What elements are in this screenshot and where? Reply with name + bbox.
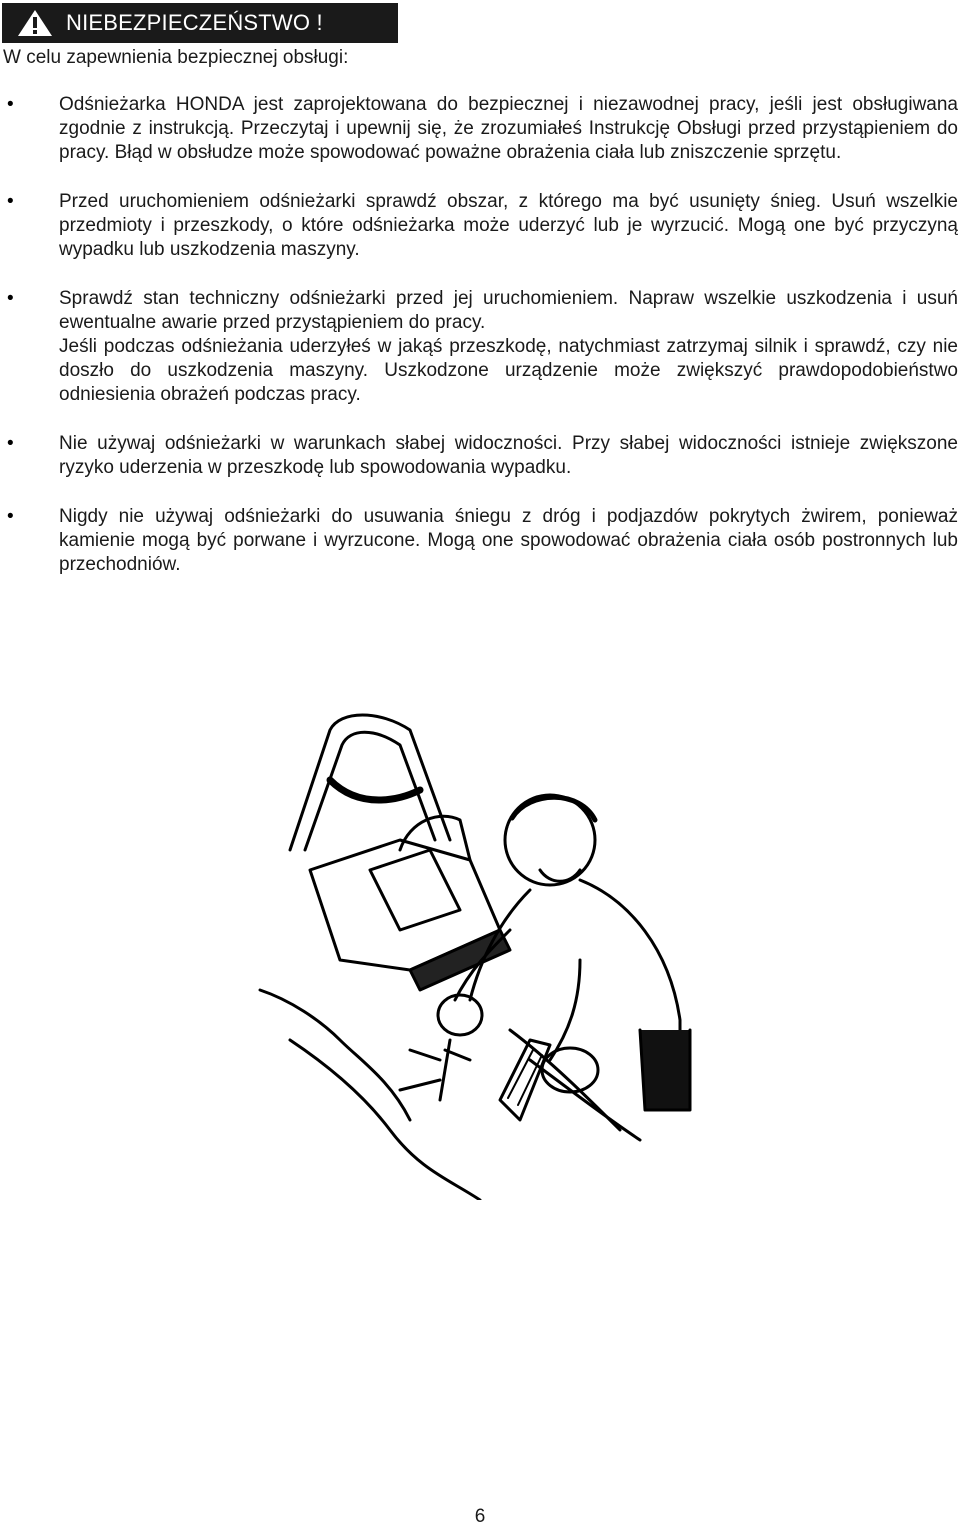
safety-bullet	[0, 190, 960, 262]
safety-bullet	[0, 505, 960, 577]
bullet-dot: •	[7, 506, 14, 527]
safety-bullet	[0, 432, 960, 480]
snowblower-obstacle-illustration	[250, 700, 700, 1200]
bullet-text: Nigdy nie używaj odśnieżarki do usuwania śniegu z dróg i podjazdów pokrytych żwirem, ponieważ kamienie mogą być porwane i wyrzucone. Mogą one spowodować obrażenia ciała osób postronnych lub przechodniów.	[59, 506, 958, 575]
bullet-text: Sprawdź stan techniczny odśnieżarki przed jej uruchomieniem. Napraw wszelkie uszkodzenia i usuń ewentualne awarie przed przystąpieniem do pracy.	[59, 288, 958, 333]
bullet-dot: •	[7, 433, 14, 454]
bullet-dot: •	[7, 94, 14, 115]
bullet-dot: •	[7, 288, 14, 309]
bullet-text: Przed uruchomieniem odśnieżarki sprawdź obszar, z którego ma być usunięty śnieg. Usuń wszelkie przedmioty i przeszkody, o które odśnieżarka może uderzyć lub je wyrzucić. Mogą one być przyczyną wypadku lub uszkodzenia maszyny.	[59, 191, 958, 260]
page-number: 6	[474, 1506, 486, 1527]
bullet-text: Odśnieżarka HONDA jest zaprojektowana do bezpiecznej i niezawodnej pracy, jeśli jest obsługiwana zgodnie z instrukcją. Przeczytaj i upewnij się, że zrozumiałeś Instrukcję Obsługi przed przystąpieniem do pracy. Błąd w obsłudze może spowodować poważne obrażenia ciała lub zniszczenie sprzętu.	[59, 94, 958, 163]
bullet-text: Nie używaj odśnieżarki w warunkach słabej widoczności. Przy słabej widoczności istnieje zwiększone ryzyko uderzenia w przeszkodę lub spowodowania wypadku.	[59, 433, 958, 478]
safety-bullet-list	[0, 93, 960, 602]
warning-triangle-icon	[16, 8, 54, 38]
danger-banner	[2, 3, 398, 43]
safety-bullet	[0, 287, 960, 407]
safety-bullet	[0, 93, 960, 165]
intro-text: W celu zapewnienia bezpiecznej obsługi:	[3, 47, 349, 68]
bullet-text: Jeśli podczas odśnieżania uderzyłeś w jakąś przeszkodę, natychmiast zatrzymaj silnik i sprawdź, czy nie doszło do uszkodzenia maszyny. Uszkodzone urządzenie może zwiększyć prawdopodobieństwo odniesienia obrażeń podczas pracy.	[59, 336, 958, 405]
bullet-dot: •	[7, 191, 14, 212]
danger-title: NIEBEZPIECZEŃSTWO !	[66, 10, 323, 35]
